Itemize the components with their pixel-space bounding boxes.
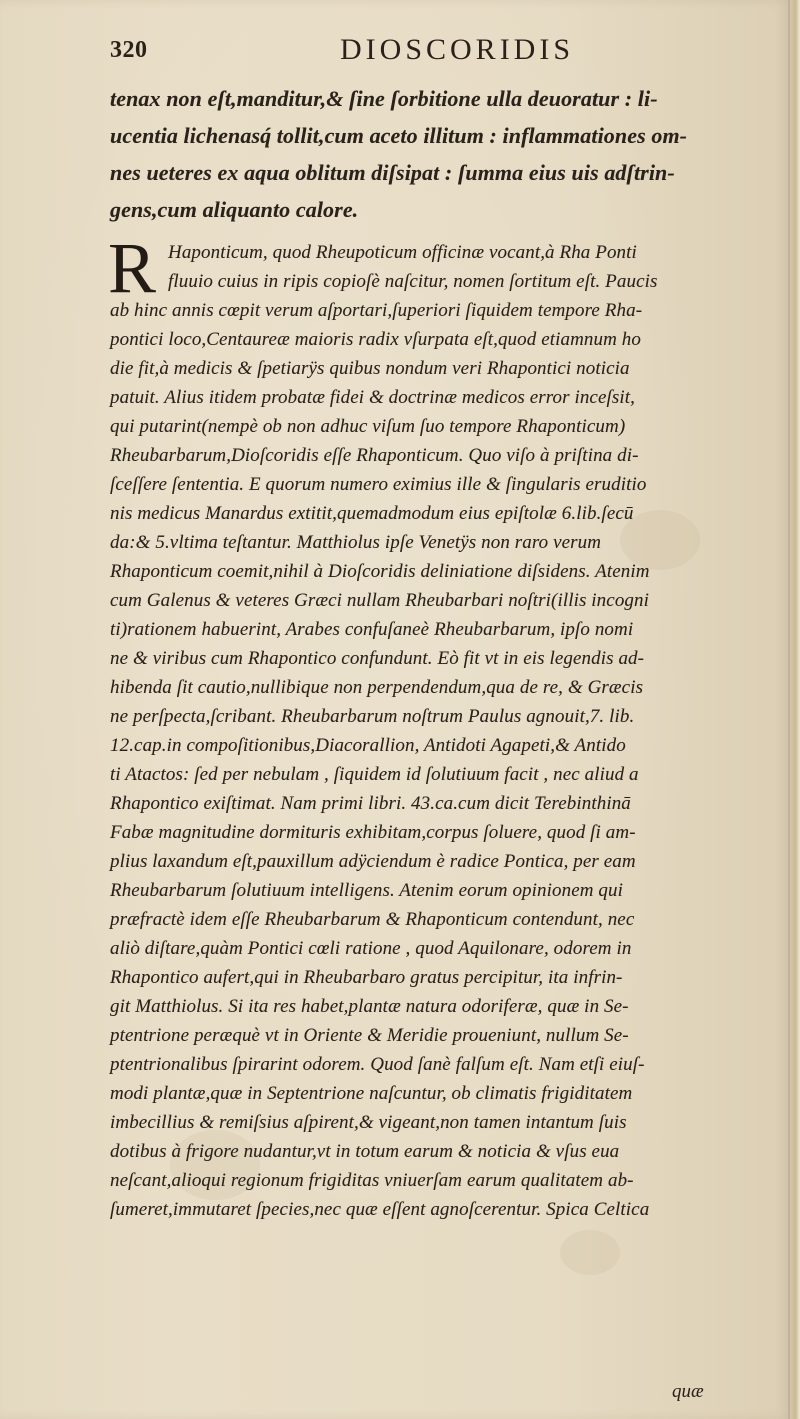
text-line: Rheubarbarum ſolutiuum intelligens. Atenim eorum opinionem qui xyxy=(110,880,624,901)
text-line: præfractè idem eſſe Rheubarbarum & Rhaponticum contendunt, nec xyxy=(110,909,635,930)
text-line: qui putarint(nempè ob non adhuc viſum ſuo tempore Rhaponticum) xyxy=(110,416,626,437)
text-line: Rheubarbarum,Dioſcoridis eſſe Rhaponticum. Quo viſo à priſtina di- xyxy=(110,445,639,466)
paper-stain xyxy=(560,1230,620,1275)
catchword: quæ xyxy=(672,1381,704,1402)
text-line: ne perſpecta,ſcribant. Rheubarbarum noſtrum Paulus agnouit,7. lib. xyxy=(110,706,635,727)
text-line: Rhapontico exiſtimat. Nam primi libri. 43.ca.cum dicit Terebinthinā xyxy=(110,793,631,814)
text-line: ptentrionalibus ſpirarint odorem. Quod ſanè falſum eſt. Nam etſi eiuſ- xyxy=(110,1054,645,1075)
text-line: tenax non eſt,manditur,& ſine ſorbitione ulla deuoratur : li- xyxy=(110,86,658,111)
text-line: Rhaponticum coemit,nihil à Dioſcoridis deliniatione diſsidens. Atenim xyxy=(110,561,650,582)
drop-cap-letter: R xyxy=(108,228,157,308)
page-text xyxy=(110,80,765,1224)
text-line: die fit,à medicis & ſpetiarÿs quibus nondum veri Rhapontici noticia xyxy=(110,358,630,379)
text-line: modi plantæ,quæ in Septentrione naſcuntur, ob climatis frigiditatem xyxy=(110,1083,633,1104)
text-line: hibenda ſit cautio,nullibique non perpendendum,qua de re, & Græcis xyxy=(110,677,644,698)
text-line: Haponticum, quod Rheupoticum officinæ vocant,à Rha Ponti xyxy=(168,242,637,263)
text-line: ab hinc annis cœpit verum aſportari,ſuperiori ſiquidem tempore Rha- xyxy=(110,300,643,321)
text-line: neſcant,alioqui regionum frigiditas vniuerſam earum qualitatem ab- xyxy=(110,1170,634,1191)
text-line: plius laxandum eſt,pauxillum adÿciendum è radice Pontica, per eam xyxy=(110,851,636,872)
text-line: aliò diſtare,quàm Pontici cœli ratione , quod Aquilonare, odorem in xyxy=(110,938,632,959)
text-line: ptentrione peræquè vt in Oriente & Meridie proueniunt, nullum Se- xyxy=(110,1025,629,1046)
text-line: da:& 5.vltima teſtantur. Matthiolus ipſe Venetÿs non raro verum xyxy=(110,532,602,553)
text-line: ne & viribus cum Rhapontico confundunt. Eò fit vt in eis legendis ad- xyxy=(110,648,645,669)
text-line: imbecillius & remiſsius aſpirent,& vigeant,non tamen intantum ſuis xyxy=(110,1112,627,1133)
page-edge xyxy=(790,0,800,1419)
text-line: pontici loco,Centaureæ maioris radix vſurpata eſt,quod etiamnum ho xyxy=(110,329,641,350)
text-line: nes ueteres ex aqua oblitum diſsipat : ſumma eius uis adſtrin- xyxy=(110,160,675,185)
text-line: cum Galenus & veteres Græci nullam Rheubarbari noſtri(illis incogni xyxy=(110,590,649,611)
lead-paragraph xyxy=(110,80,765,228)
text-line: ti)rationem habuerint, Arabes confuſaneè Rheubarbarum, ipſo nomi xyxy=(110,619,634,640)
text-line: patuit. Alius itidem probatæ fidei & doctrinæ medicos error inceſsit, xyxy=(110,387,635,408)
text-line: Rhapontico aufert,qui in Rheubarbaro gratus percipitur, ita infrin- xyxy=(110,967,623,988)
text-line: ſceſſere ſententia. E quorum numero eximius ille & ſingularis eruditio xyxy=(110,474,647,495)
text-line: fluuio cuius in ripis copioſè naſcitur, nomen ſortitum eſt. Paucis xyxy=(168,271,658,292)
text-line: ucentia lichenasq́ tollit,cum aceto illitum : inflammationes om- xyxy=(110,123,688,148)
text-line: nis medicus Manardus extitit,quemadmodum eius epiſtolæ 6.lib.ſecū xyxy=(110,503,634,524)
page-number: 320 xyxy=(110,37,148,63)
text-line: Fabæ magnitudine dormituris exhibitam,corpus ſoluere, quod ſi am- xyxy=(110,822,636,843)
running-head: DIOSCORIDIS xyxy=(340,33,575,66)
text-line: ſumeret,immutaret ſpecies,nec quæ eſſent agnoſcerentur. Spica Celtica xyxy=(110,1199,650,1220)
text-line: 12.cap.in compoſitionibus,Diacorallion, Antidoti Agapeti,& Antido xyxy=(110,735,626,756)
text-line: gens,cum aliquanto calore. xyxy=(110,197,359,222)
text-line: git Matthiolus. Si ita res habet,plantæ natura odoriferæ, quæ in Se- xyxy=(110,996,629,1017)
text-line: ti Atactos: ſed per nebulam , ſiquidem id ſolutiuum facit , nec aliud a xyxy=(110,764,639,785)
rhaponticum-entry xyxy=(108,228,765,1224)
text-line: dotibus à frigore nudantur,vt in totum earum & noticia & vſus eua xyxy=(110,1141,620,1162)
page-header xyxy=(110,30,770,74)
